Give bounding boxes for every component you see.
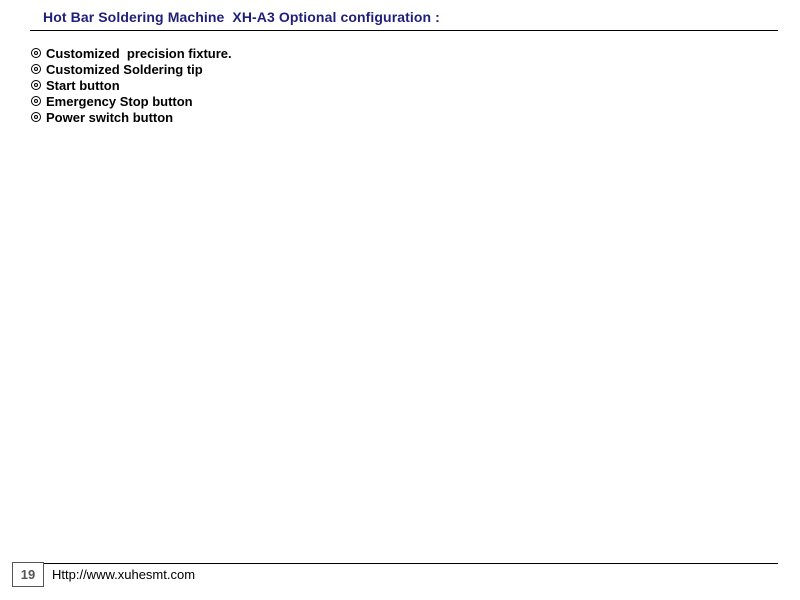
list-item-label: Customized Soldering tip: [46, 61, 203, 77]
list-item-label: Power switch button: [46, 109, 174, 125]
page-number: 19: [12, 562, 44, 587]
footer-url: Http://www.xuhesmt.com: [52, 567, 196, 582]
list-item-label: Customized precision fixture.: [46, 45, 232, 61]
list-item-label: Emergency Stop button: [46, 93, 193, 109]
list-item-label: Start button: [46, 77, 120, 93]
list-item: [31, 93, 232, 109]
list-item: [31, 45, 232, 61]
list-item: [31, 61, 232, 77]
double-circle-icon: [31, 80, 41, 90]
header-divider: [30, 30, 778, 31]
list-item: [31, 109, 232, 125]
page-title: Hot Bar Soldering Machine XH-A3 Optional configuration :: [43, 9, 440, 25]
double-circle-icon: [31, 64, 41, 74]
optional-config-list: [31, 45, 232, 125]
double-circle-icon: [31, 48, 41, 58]
list-item: [31, 77, 232, 93]
double-circle-icon: [31, 96, 41, 106]
footer-divider: [44, 563, 778, 564]
double-circle-icon: [31, 112, 41, 122]
